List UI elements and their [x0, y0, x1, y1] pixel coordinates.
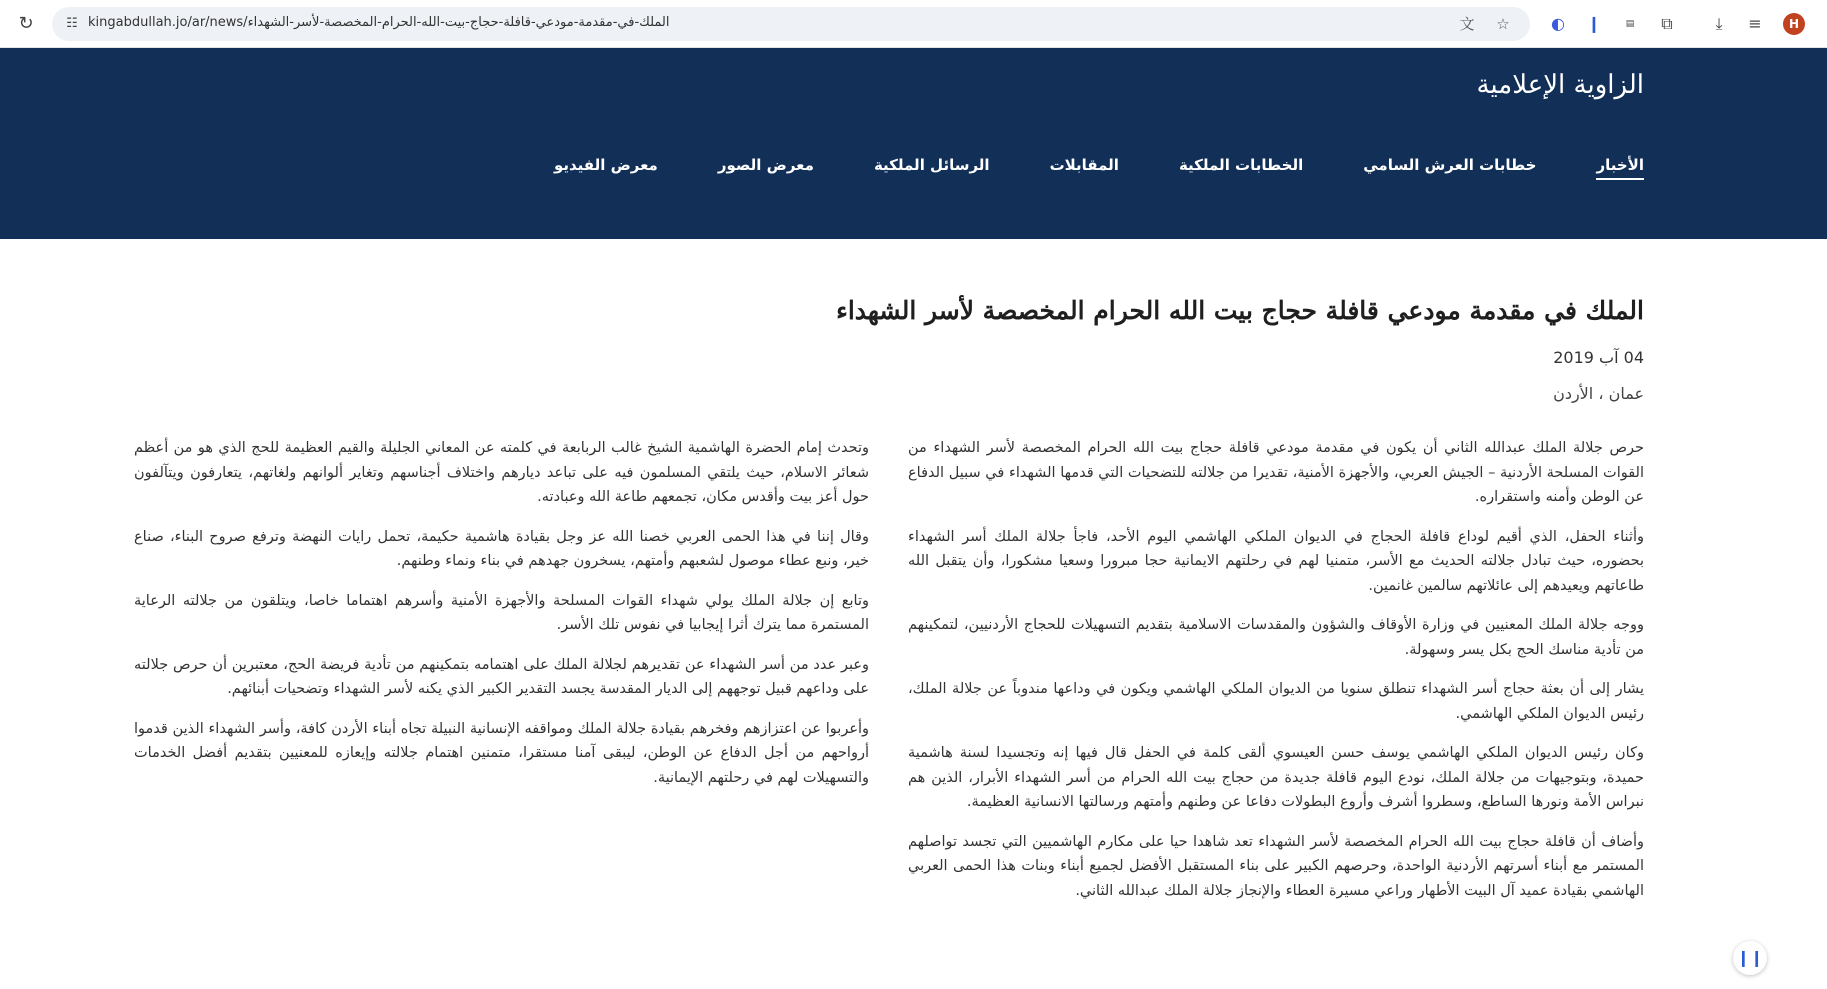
site-info-icon[interactable]: ☷ [66, 16, 78, 31]
reading-list-icon[interactable]: ≡ [1748, 14, 1762, 33]
site-header [0, 48, 1827, 239]
reload-icon[interactable]: ↻ [18, 13, 34, 34]
article-paragraph: حرص جلالة الملك عبدالله الثاني أن يكون في مقدمة مودعي قافلة حجاج بيت الله الحرام المخصصة لأسر الشهداء من القوات المسلحة الأردنية – الجيش العربي، والأجهزة الأمنية، تقديرا من جلالته للتضحيات التي قدمها الشهداء في سبيل الدفاع عن الوطن وأمنه واستقراره. [908, 440, 1644, 505]
nav-item-interviews[interactable]: المقابلات [1049, 156, 1119, 174]
translate-icon[interactable]: 文 [1459, 15, 1475, 33]
article-paragraph: وكان رئيس الديوان الملكي الهاشمي يوسف حسن العيسوي ألقى كلمة في الحفل قال فيها إنه وتجسيدا لسنة هاشمية حميدة، وبتوجيهات من جلالة الملك، نودع اليوم قافلة جديدة من حجاج بيت الله الحرام من أسر الشهداء الأبرار، الذين هم نبراس الأمة ونورها الساطع، وسطروا أشرف وأروع البطولات دفاعا عن وطنهم وأمتهم ورسالتها الانسانية العظيمة. [908, 745, 1644, 810]
nav-item-throne-speeches[interactable]: خطابات العرش السامي [1363, 156, 1537, 174]
article-paragraph: وأضاف أن قافلة حجاج بيت الله الحرام المخصصة لأسر الشهداء تعد شاهدا حيا على مكارم الهاشميين التي تجسد تواصلهم المستمر مع أبناء أسرتهم الأردنية الواحدة، وحرصهم الكبير على بناء المستقبل الأفضل لجميع أبناء وبنات هذا الحمى العربي الهاشمي بقيادة عميد آل البيت الأطهار وراعي مسيرة العطاء والإنجاز جلالة الملك عبدالله الثاني. [908, 833, 1644, 899]
article-column-left [134, 436, 869, 805]
star-icon[interactable]: ☆ [1496, 15, 1510, 33]
address-bar[interactable] [52, 7, 1530, 41]
article-paragraph: وأعربوا عن اعتزازهم وفخرهم بقيادة جلالة الملك ومواقفه الإنسانية النبيلة تجاه أبناء الأردن كافة، وأسر الشهداء الذين قدموا أرواحهم من أجل الدفاع عن الوطن، ليبقى آمنا مستقرا، متمنين اهتمام جلالته وإيعازه للمعنيين بتقديم أفضل الخدمات والتسهيلات لهم في رحلتهم الإيمانية. [134, 720, 869, 786]
main-nav [494, 156, 1644, 180]
article-paragraph: وتابع إن جلالة الملك يولي شهداء القوات المسلحة والأجهزة الأمنية وأسرهم اهتماما خاصا، ويتلقون من جلالته الرعاية المستمرة مما يترك أثرا إيجابيا في نفوس تلك الأسر. [134, 592, 869, 633]
audio-player-icon[interactable]: ❙❙ [1733, 941, 1767, 975]
extension-icon[interactable]: ◐ [1551, 14, 1565, 33]
nav-item-royal-speeches[interactable]: الخطابات الملكية [1178, 156, 1304, 174]
nav-item-photo-gallery[interactable]: معرض الصور [717, 156, 814, 174]
article-paragraph: وأثناء الحفل، الذي أقيم لوداع قافلة الحجاج في الديوان الملكي الهاشمي اليوم الأحد، فاجأ جلالة الملك أسر الشهداء بحضوره، حيث تبادل جلالته الحديث مع الأسر، متمنيا لهم في رحلتهم الايمانية حجا مبرورا وسعيا مشكورا، وأن يتقبل الله طاعاتهم ويعيدهم إلى عائلاتهم سالمين غانمين. [908, 528, 1644, 594]
url-text[interactable]: kingabdullah.jo/ar/news/الملك-في-مقدمة-مودعي-قافلة-حجاج-بيت-الله-الحرام-المخصصة-لأسر-الشهداء [88, 15, 670, 30]
article-date: 04 آب 2019 [1553, 348, 1644, 367]
article-location: عمان ، الأردن [1553, 384, 1644, 403]
profile-avatar[interactable]: H [1783, 13, 1805, 35]
article-paragraph: وعبر عدد من أسر الشهداء عن تقديرهم لجلالة الملك على اهتمامه بتمكينهم من تأدية فريضة الحج، معتبرين أن حرص جلالته على وداعهم قبيل توجههم إلى الديار المقدسة يجسد التقدير الكبير الذي يكنه لأسر الشهداء وتضحيات أبنائهم. [134, 656, 869, 697]
article-paragraph: يشار إلى أن بعثة حجاج أسر الشهداء تنطلق سنويا من الديوان الملكي الهاشمي ويكون في وداعها مندوباً عن جلالة الملك، رئيس الديوان الملكي الهاشمي. [908, 681, 1644, 722]
audio-extension-icon[interactable]: ❙ [1587, 14, 1601, 33]
article-paragraph: وتحدث إمام الحضرة الهاشمية الشيخ غالب الربابعة في كلمته عن المعاني الجليلة والقيم العظيمة للحج الذي هو من أعظم شعائر الاسلام، حيث يلتقي المسلمون فيه على تباعد ديارهم واختلاف أجناسهم وتغاير ألوانهم ولغاتهم، يتعارفون ويتآلفون حول أعز بيت وأقدس مكان، تجمعهم طاعة الله وعبادته. [134, 440, 869, 505]
nav-item-news[interactable]: الأخبار [1596, 156, 1644, 180]
dvd-extension-icon[interactable]: ▤ [1625, 19, 1635, 29]
browser-toolbar [0, 0, 1827, 48]
nav-item-video-gallery[interactable]: معرض الفيديو [553, 156, 658, 174]
download-icon[interactable]: ⤓ [1715, 14, 1723, 33]
article-paragraph: وقال إننا في هذا الحمى العربي خصنا الله عز وجل بقيادة هاشمية حكيمة، تحمل رايات النهضة وترفع صروح البناء، صناع خير، ونبع عطاء موصول لشعبهم وأمتهم، يسخرون جهدهم في بناء ونماء وطنهم. [134, 528, 869, 569]
article-column-right [908, 436, 1644, 918]
nav-item-royal-letters[interactable]: الرسائل الملكية [873, 156, 990, 174]
article-title: الملك في مقدمة مودعي قافلة حجاج بيت الله الحرام المخصصة لأسر الشهداء [836, 296, 1644, 325]
article-paragraph: ووجه جلالة الملك المعنيين في وزارة الأوقاف والشؤون والمقدسات الاسلامية بتقديم التسهيلات للحجاج الأردنيين، لتمكينهم من تأدية مناسك الحج بكل يسر وسهولة. [908, 617, 1644, 658]
puzzle-icon[interactable]: ⧉ [1661, 14, 1673, 33]
site-section-title[interactable]: الزاوية الإعلامية [1476, 70, 1644, 100]
